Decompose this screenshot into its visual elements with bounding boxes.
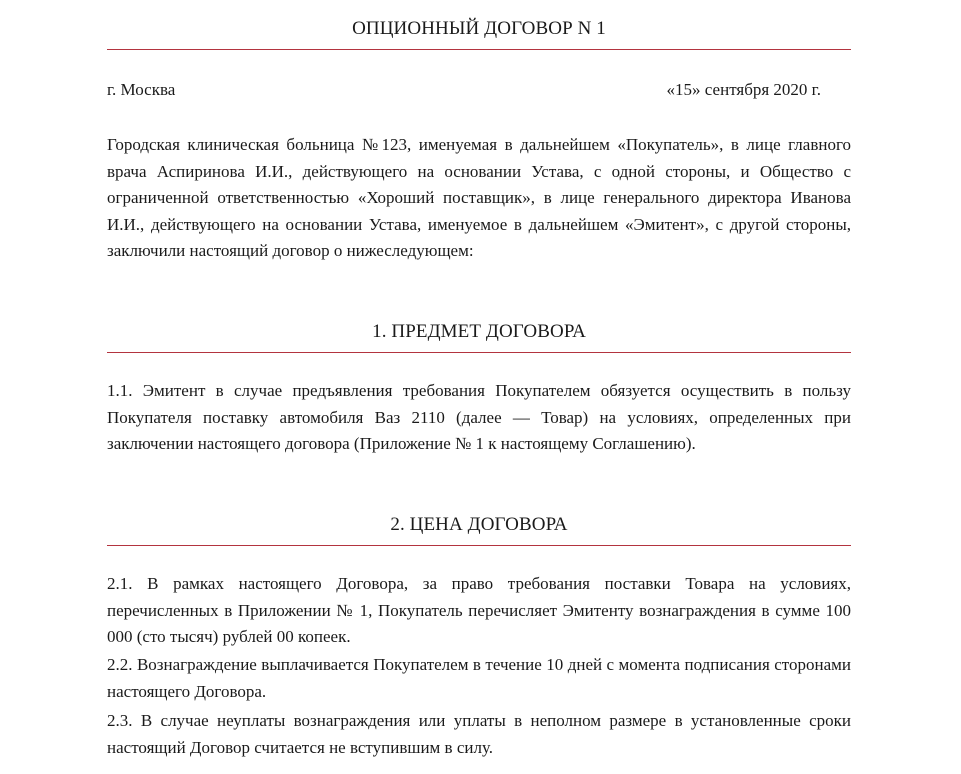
preamble-paragraph: Городская клиническая больница №123, именуемая в дальнейшем «Покупатель», в лице главного врача Аспиринова И.И., действующего на основании Устава, с одной стороны, и Общество с ограниченной ответственностью «Хороший поставщик», в лице генерального директора Иванова И.И., действующего на основании Устава, именуемое в дальнейшем «Эмитент», с другой стороны, заключили настоящий договор о нижеследующем: xyxy=(107,135,851,261)
city: г. Москва xyxy=(107,80,176,99)
section-heading-price: 2. ЦЕНА ДОГОВОРА xyxy=(390,514,568,535)
document-title: ОПЦИОННЫЙ ДОГОВОР N 1 xyxy=(352,18,606,39)
clause-2-3: 2.3. В случае неуплаты вознаграждения или уплаты в неполном размере в установленные сроки настоящий Договор считается не вступившим в силу. xyxy=(107,711,851,757)
place-date-row xyxy=(107,80,821,100)
section-divider xyxy=(107,352,851,353)
section-heading-subject: 1. ПРЕДМЕТ ДОГОВОРА xyxy=(372,321,586,342)
contract-date: «15» сентября 2020 г. xyxy=(666,80,821,99)
clause-2-2: 2.2. Вознаграждение выплачивается Покупателем в течение 10 дней с момента подписания сторонами настоящего Договора. xyxy=(107,655,851,701)
clause-2-1: 2.1. В рамках настоящего Договора, за право требования поставки Товара на условиях, перечисленных в Приложении № 1, Покупатель перечисляет Эмитенту вознаграждения в сумме 100 000 (сто тысяч) рублей 00 копеек. xyxy=(107,574,851,647)
title-divider xyxy=(107,49,851,50)
section-divider xyxy=(107,545,851,546)
clause-1-1: 1.1. Эмитент в случае предъявления требования Покупателем обязуется осуществить в пользу Покупателя поставку автомобиля Ваз 2110 (далее — Товар) на условиях, определенных при заключении настоящего договора (Приложение № 1 к настоящему Соглашению). xyxy=(107,381,851,454)
